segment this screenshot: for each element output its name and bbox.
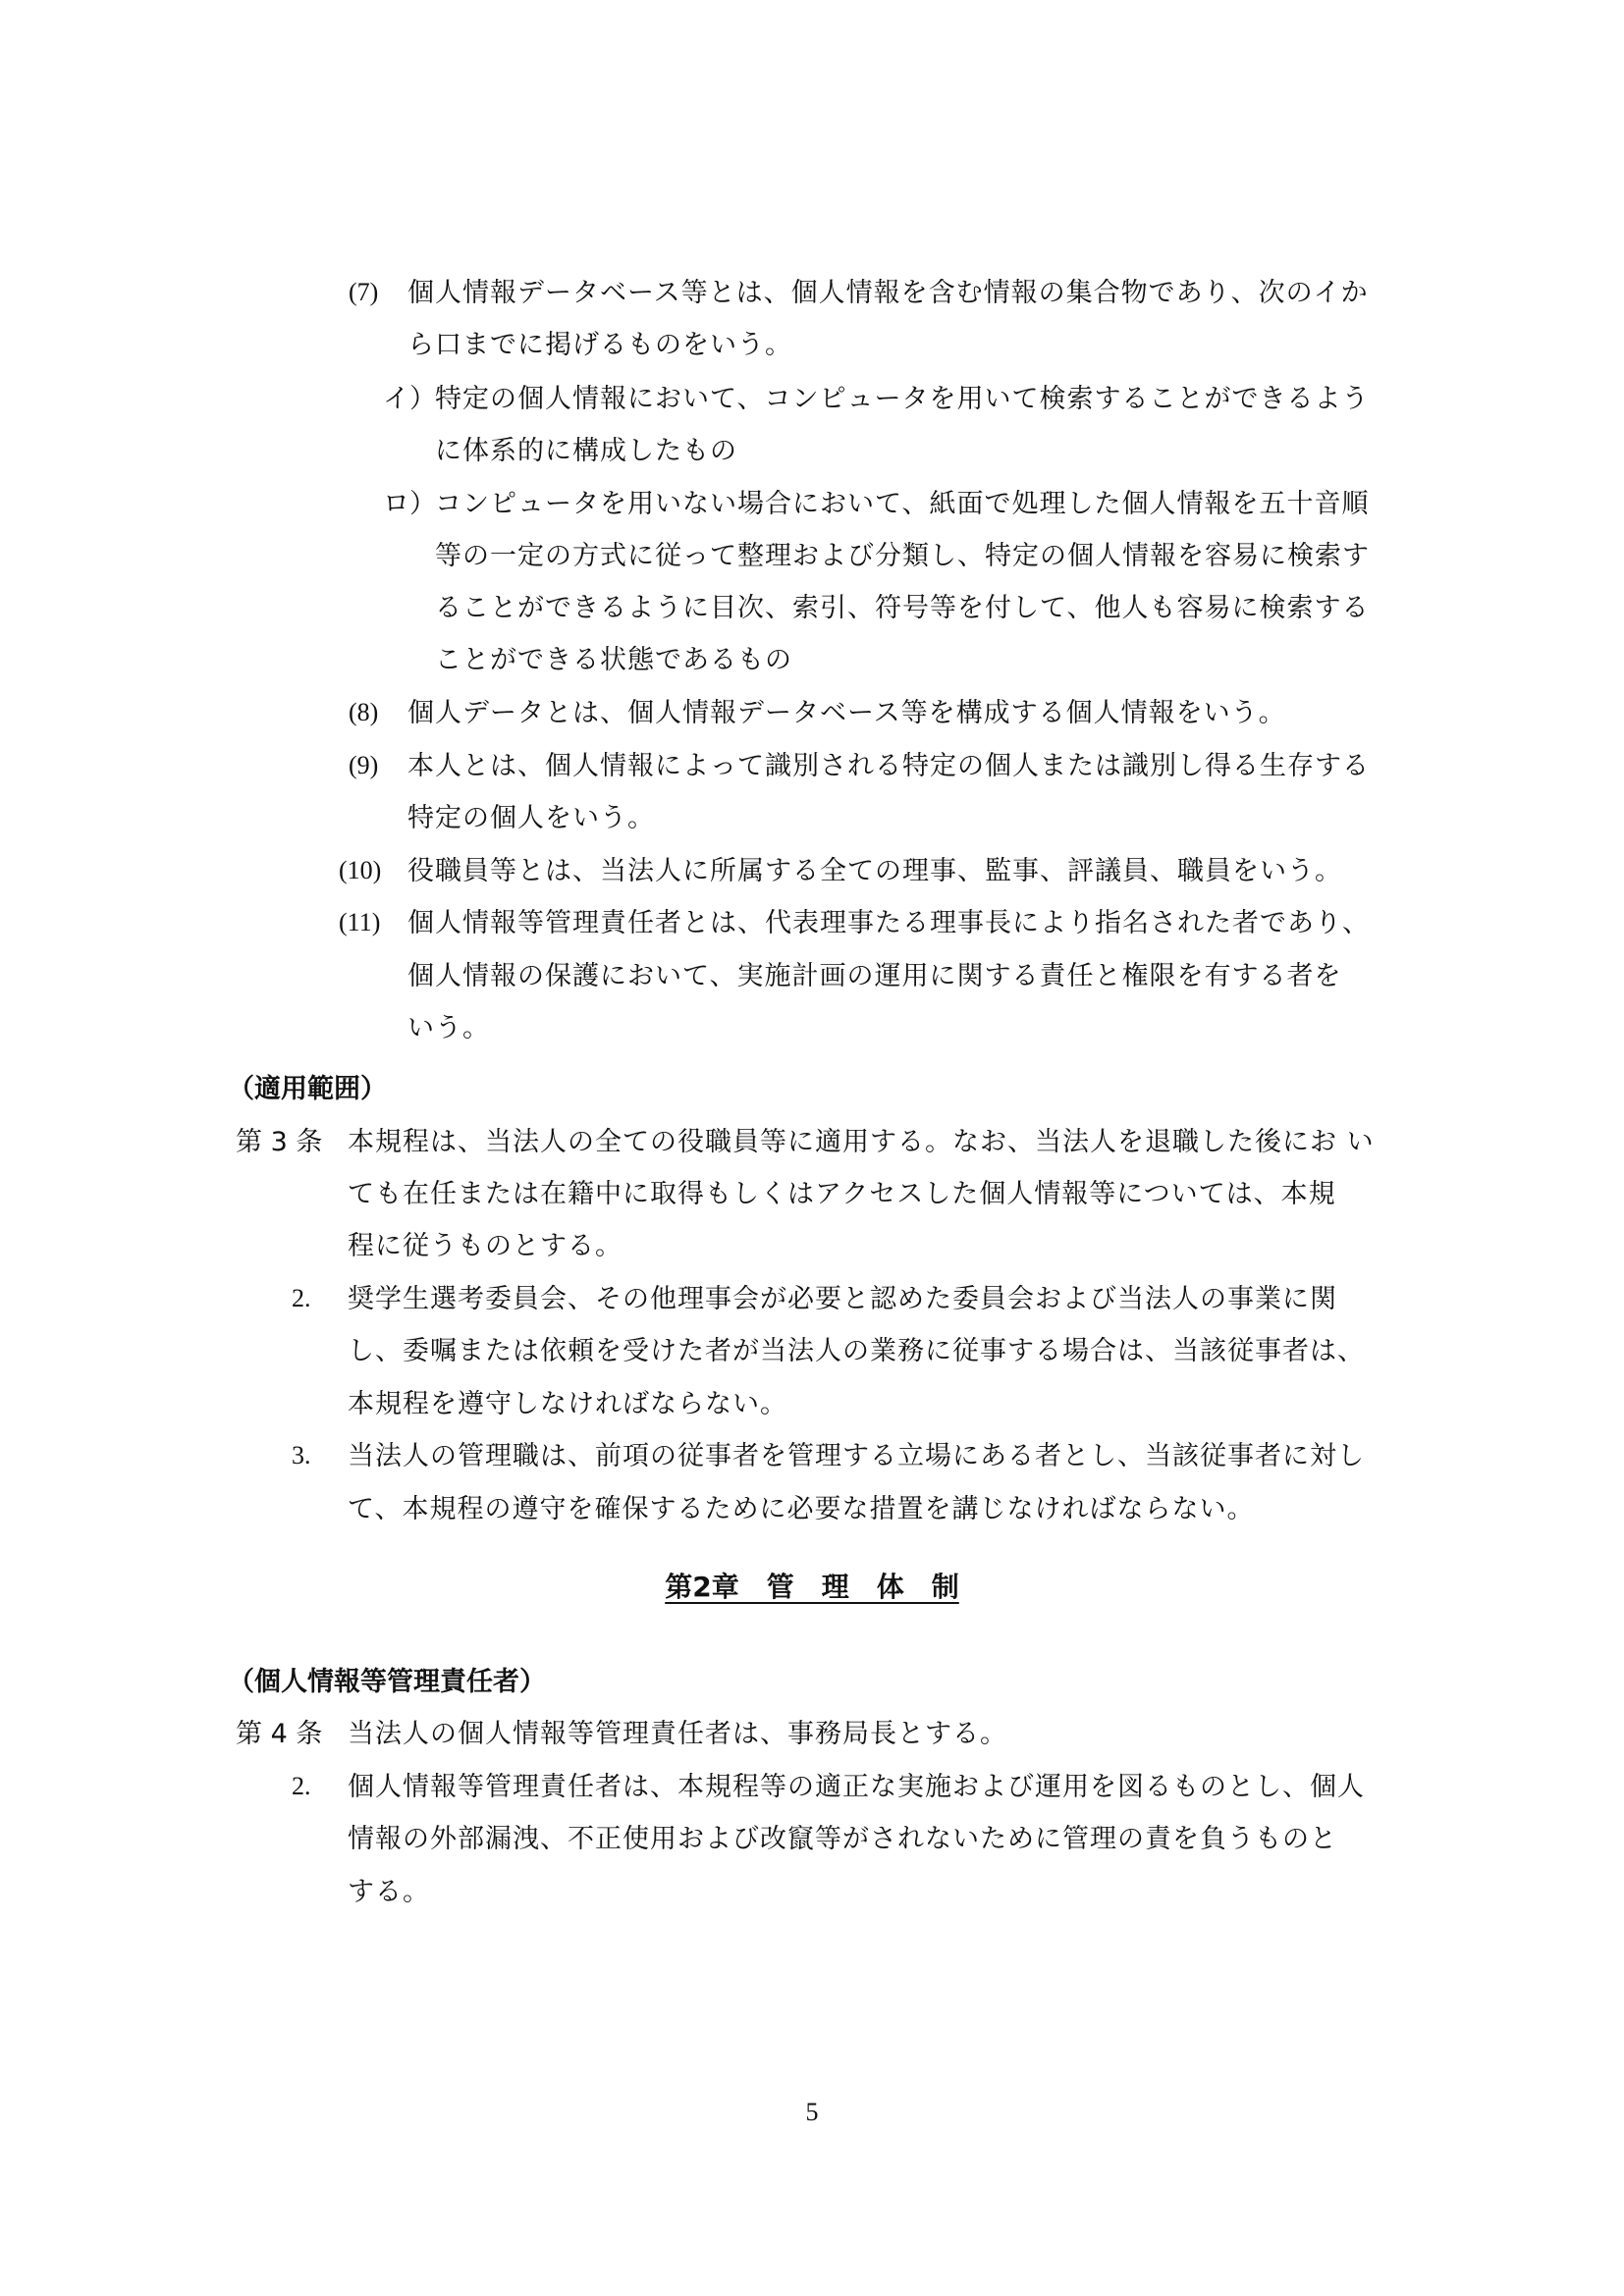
item-text-line: に体系的に構成したもの — [435, 436, 737, 466]
paragraph-text-line: 本規程を遵守しなければならない。 — [348, 1389, 787, 1419]
item-text-line: ることができるように目次、索引、符号等を付して、他人も容易に検索する — [435, 593, 1370, 623]
item-marker: (7) — [349, 278, 379, 306]
item-text-line: 特定の個人をいう。 — [407, 803, 655, 833]
chapter-heading — [0, 1571, 1624, 1603]
page-number: 5 — [805, 2098, 819, 2126]
article-label: 第 3 条 — [236, 1127, 323, 1157]
sub-item-marker: ロ） — [383, 489, 436, 519]
article-text-line: 当法人の個人情報等管理責任者は、事務局長とする。 — [348, 1719, 1007, 1749]
item-text-line: 等の一定の方式に従って整理および分類し、特定の個人情報を容易に検索す — [435, 541, 1370, 571]
paragraph-text-line: 奨学生選考委員会、その他理事会が必要と認めた委員会および当法人の事業に関 — [348, 1284, 1337, 1314]
article-3-heading: （適用範囲） — [228, 1074, 387, 1104]
paragraph-text-line: 当法人の管理職は、前項の従事者を管理する立場にある者とし、当該従事者に対し — [348, 1441, 1365, 1471]
item-text-line: 個人情報等管理責任者とは、代表理事たる理事長により指名された者であり、 — [407, 908, 1370, 938]
article-label: 第 4 条 — [236, 1719, 323, 1749]
chapter-title: 第2章 管 理 体 制 — [665, 1571, 959, 1603]
paragraph-text-line: て、本規程の遵守を確保するために必要な措置を講じなければならない。 — [348, 1494, 1255, 1524]
paragraph-text-line: する。 — [348, 1877, 430, 1907]
item-marker: (9) — [349, 751, 379, 779]
item-text-line: いう。 — [407, 1013, 490, 1043]
item-text-line: 本人とは、個人情報によって識別される特定の個人または識別し得る生存する — [407, 751, 1370, 781]
item-marker: (11) — [339, 908, 381, 936]
item-text-line: 個人情報の保護において、実施計画の運用に関する責任と権限を有する者を — [407, 961, 1342, 991]
item-text-line: ら口までに掲げるものをいう。 — [407, 330, 792, 360]
item-marker: (10) — [339, 856, 382, 884]
item-text-line: コンピュータを用いない場合において、紙面で処理した個人情報を五十音順 — [435, 489, 1370, 519]
paragraph-number: 2. — [292, 1284, 311, 1312]
paragraph-text-line: 個人情報等管理責任者は、本規程等の適正な実施および運用を図るものとし、個人 — [348, 1772, 1365, 1802]
item-text-line: ことができる状態であるもの — [435, 645, 792, 675]
paragraph-number: 3. — [292, 1441, 311, 1469]
article-text-line: 程に従うものとする。 — [348, 1231, 623, 1261]
article-4-heading: （個人情報等管理責任者） — [228, 1667, 546, 1697]
sub-item-marker: イ） — [383, 384, 436, 414]
item-marker: (8) — [349, 698, 379, 726]
paragraph-text-line: 情報の外部漏洩、不正使用および改竄等がされないために管理の責を負うものと — [348, 1824, 1337, 1854]
item-text-line: 特定の個人情報において、コンピュータを用いて検索することができるよう — [435, 384, 1370, 414]
item-text-line: 個人情報データベース等とは、個人情報を含む情報の集合物であり、次のイか — [407, 278, 1369, 308]
article-text-line: ても在任または在籍中に取得もしくはアクセスした個人情報等については、本規 — [348, 1179, 1336, 1209]
item-text-line: 個人データとは、個人情報データベース等を構成する個人情報をいう。 — [407, 698, 1286, 728]
paragraph-number: 2. — [292, 1772, 311, 1800]
article-text-line: 本規程は、当法人の全ての役職員等に適用する。なお、当法人を退職した後にお い — [348, 1127, 1375, 1157]
paragraph-text-line: し、委嘱または依頼を受けた者が当法人の業務に従事する場合は、当該従事者は、 — [348, 1336, 1365, 1366]
item-text-line: 役職員等とは、当法人に所属する全ての理事、監事、評議員、職員をいう。 — [407, 856, 1342, 886]
